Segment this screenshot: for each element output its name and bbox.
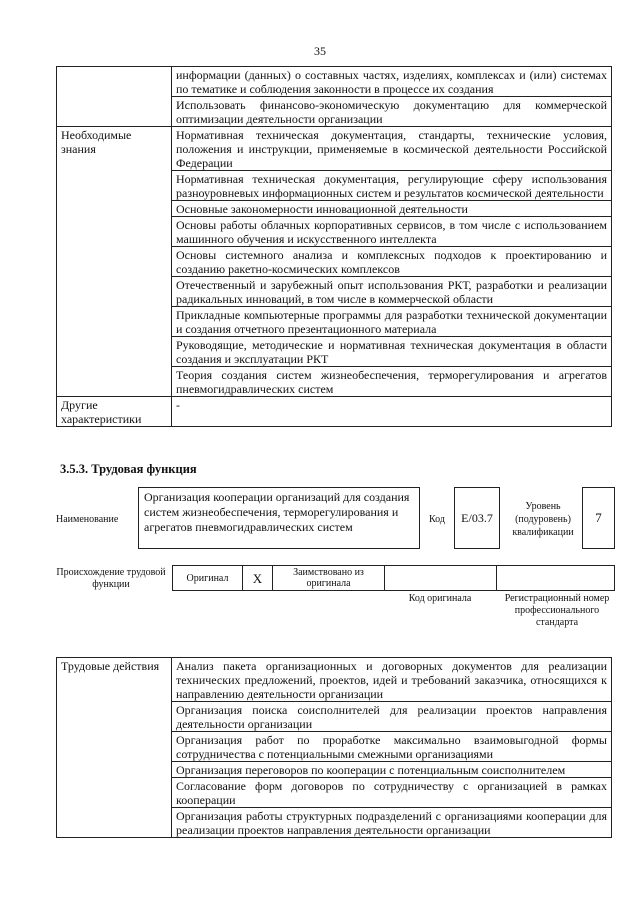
table-cell: Анализ пакета организационных и договорных документов для реализации технических предложений, проектов, идей и требований заказчика, относящихся к направлению деятельности организации	[172, 658, 612, 702]
table-cell: Организация работ по проработке максимально взаимовыгодной формы сотрудничества с потенциальными смежными организациями	[172, 732, 612, 762]
reg-number-caption: Регистрационный номер профессионального стандарта	[504, 593, 610, 628]
level-label: Уровень (подуровень) квалификации	[512, 501, 574, 538]
code-label: Код	[429, 514, 445, 525]
table-cell: Основы работы облачных корпоративных сервисов, в том числе с использованием машинного обучения и искусственного интеллекта	[172, 217, 612, 247]
table-cell: Отечественный и зарубежный опыт использования РКТ, разработки и реализации радикальных инноваций, в том числе в коммерческой области	[172, 277, 612, 307]
table-cell: Нормативная техническая документация, регулирующие сферу использования разноуровневых информационных систем и результатов космической деятельности	[172, 171, 612, 201]
table-cell: Использовать финансово-экономическую документацию для коммерческой оптимизации деятельности организации	[172, 97, 612, 127]
table-cell: Организация поиска соисполнителей для реализации проектов направления деятельности организации	[172, 702, 612, 732]
table-cell: Организация работы структурных подразделений с организациями кооперации для реализации проектов направления деятельности организации	[172, 808, 612, 838]
origin-table	[172, 565, 615, 591]
code-original-caption: Код оригинала	[408, 593, 472, 604]
name-value: Организация кооперации организаций для создания систем жизнеобеспечения, терморегулирования и агрегатов пневмогидравлических систем	[138, 487, 420, 549]
knowledge-table	[56, 66, 612, 427]
table-cell: Организация переговоров по кооперации с потенциальным соисполнителем	[172, 762, 612, 778]
table-cell: Теория создания систем жизнеобеспечения, терморегулирования и агрегатов пневмогидравлических систем	[172, 367, 612, 397]
borrowed-label: Заимствовано из оригинала	[273, 566, 385, 591]
row-label-actions: Трудовые действия	[57, 658, 172, 838]
table-cell: Основные закономерности инновационной деятельности	[172, 201, 612, 217]
page-number: 35	[314, 44, 326, 58]
section-title: 3.5.3. Трудовая функция	[60, 462, 197, 476]
original-label: Оригинал	[173, 566, 243, 591]
table-cell: Руководящие, методические и нормативная техническая документация в области создания и эксплуатации РКТ	[172, 337, 612, 367]
actions-table	[56, 657, 612, 838]
code-original-cell	[385, 566, 497, 591]
level-value: 7	[582, 487, 615, 549]
row-label	[57, 67, 172, 127]
table-cell: Согласование форм договоров по сотрудничеству с организацией в рамках кооперации	[172, 778, 612, 808]
table-cell: Нормативная техническая документация, стандарты, технические условия, положения и инструкции, применяемые в космической деятельности Российской Федерации	[172, 127, 612, 171]
table-cell: Основы системного анализа и комплексных подходов к проектированию и созданию ракетно-космических комплексов	[172, 247, 612, 277]
origin-label: Происхождение трудовой функции	[56, 567, 166, 590]
original-mark: X	[243, 566, 273, 591]
table-cell: Прикладные компьютерные программы для разработки технической документации и создания отчетного презентационного материала	[172, 307, 612, 337]
row-label-knowledge: Необходимые знания	[57, 127, 172, 397]
table-cell: информации (данных) о составных частях, изделиях, комплексах и (или) системах по тематике и соблюдения законности в процессе их создания	[172, 67, 612, 97]
name-label: Наименование	[56, 514, 119, 525]
row-label-other: Другие характеристики	[57, 397, 172, 427]
reg-number-cell	[497, 566, 615, 591]
code-value: E/03.7	[454, 487, 500, 549]
table-cell: -	[172, 397, 612, 427]
